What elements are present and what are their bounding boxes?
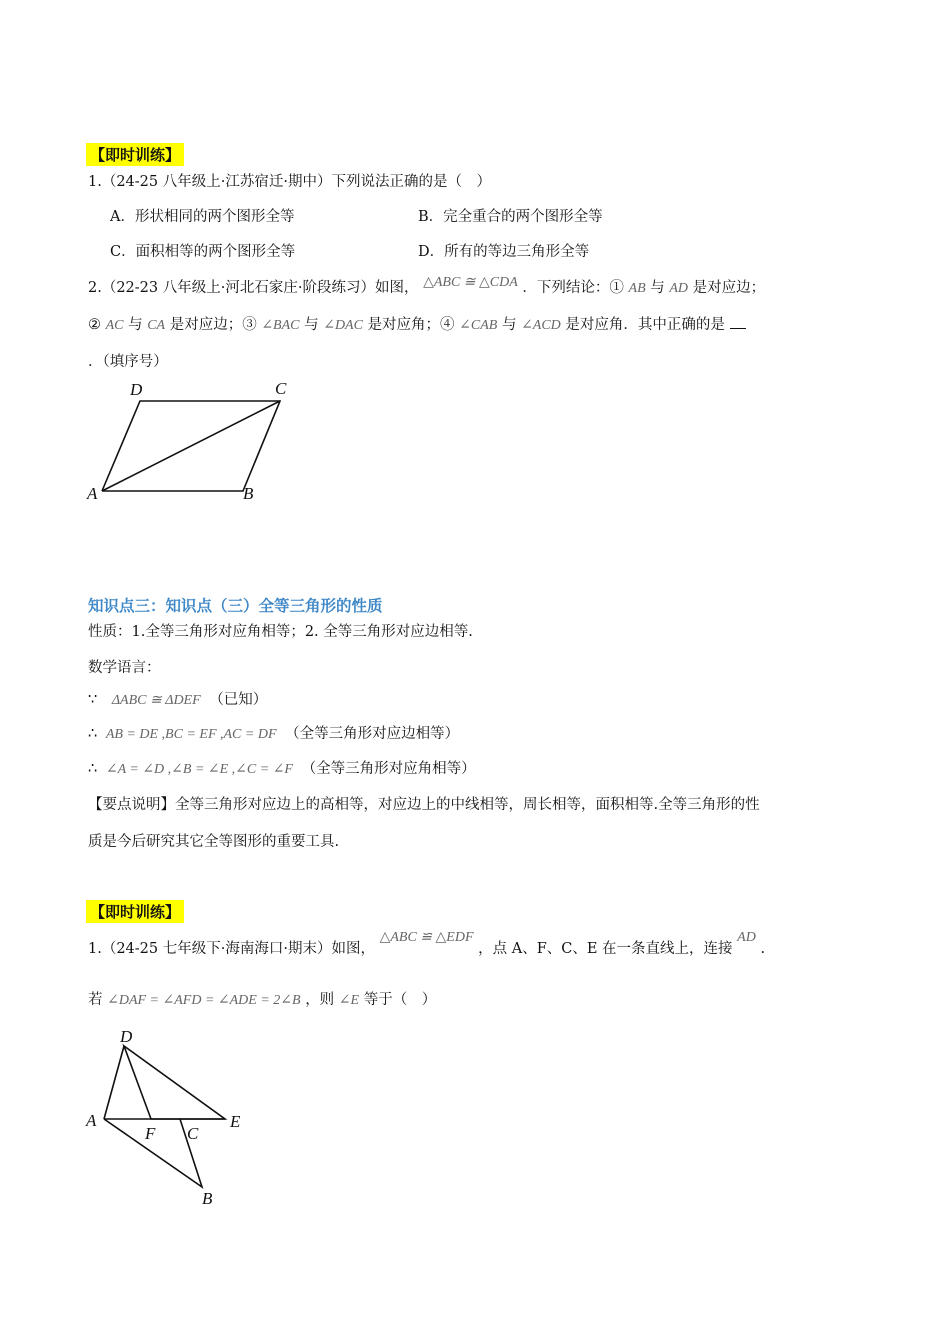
question-2-line-2 <box>88 313 746 334</box>
text: ② <box>88 317 101 333</box>
therefore-symbol: ∴ <box>88 761 98 777</box>
figure-triangles <box>80 1022 280 1212</box>
math-formula: CA <box>147 318 166 333</box>
answer-blank[interactable] <box>730 316 746 329</box>
math-formula: ∠E <box>338 993 360 1008</box>
label-b: B <box>202 1189 213 1208</box>
question-1-stem: 1.（24-25 八年级上·江苏宿迁·期中）下列说法正确的是（ ） <box>88 174 491 190</box>
label-b: B <box>243 484 254 503</box>
question-3-line-2 <box>88 988 436 1009</box>
text: 与 <box>650 280 665 296</box>
text: . <box>760 941 766 957</box>
option-b[interactable]: B．完全重合的两个图形全等 <box>418 209 603 225</box>
label-a: A <box>87 484 98 503</box>
label-c: C <box>187 1124 199 1143</box>
text: 2.（22-23 八年级上·河北石家庄·阶段练习）如图， <box>88 280 419 296</box>
math-formula: AB = DE ,BC = EF ,AC = DF <box>105 727 277 742</box>
text: 与 <box>304 317 319 333</box>
math-formula: ∠ACD <box>521 318 561 333</box>
question-2-line-3: ．（填序号） <box>88 354 168 370</box>
label-f: F <box>145 1124 156 1143</box>
reason: （全等三角形对应角相等） <box>301 761 476 777</box>
math-line-2 <box>88 722 459 743</box>
text: 是对应边；③ <box>169 317 257 333</box>
property-text: 性质：1.全等三角形对应角相等；2. 全等三角形对应边相等. <box>88 624 473 640</box>
math-formula: AC <box>105 318 124 333</box>
option-c[interactable]: C．面积相等的两个图形全等 <box>110 244 296 260</box>
math-formula: △ABC ≌ △EDF <box>379 930 474 945</box>
section-heading: 知识点三：知识点（三）全等三角形的性质 <box>88 597 383 615</box>
practice-tag-2: 【即时训练】 <box>86 900 184 923</box>
label-c: C <box>275 379 287 398</box>
label-d: D <box>130 380 143 399</box>
triangle-def <box>124 1046 225 1119</box>
practice-tag: 【即时训练】 <box>86 143 184 166</box>
text: 与 <box>501 317 517 333</box>
option-a[interactable]: A．形状相同的两个图形全等 <box>110 209 295 225</box>
math-line-3 <box>88 757 476 778</box>
figure-parallelogram <box>80 375 310 510</box>
text: ，则 <box>305 992 335 1008</box>
math-line-1 <box>88 688 267 709</box>
question-3-line-1 <box>88 930 766 958</box>
math-formula: ∠CAB <box>459 318 498 333</box>
segment-ad <box>104 1046 124 1119</box>
option-d[interactable]: D．所有的等边三角形全等 <box>418 244 590 260</box>
diagonal-ac <box>102 401 280 491</box>
math-formula: ∠DAF = ∠AFD = ∠ADE = 2∠B <box>107 993 301 1008</box>
math-formula: ∠BAC <box>261 318 300 333</box>
label-d: D <box>120 1027 133 1046</box>
math-formula: △ABC ≅ △CDA <box>423 275 518 290</box>
text: 是对应边； <box>692 280 766 296</box>
reason: （已知） <box>209 692 268 708</box>
reason: （全等三角形对应边相等） <box>285 726 460 742</box>
question-2-line-1 <box>88 276 765 297</box>
math-formula: ∠A = ∠D ,∠B = ∠E ,∠C = ∠F <box>105 762 293 777</box>
key-note-line-1: 【要点说明】全等三角形对应边上的高相等，对应边上的中线相等，周长相等，面积相等.全等三角形的性 <box>88 797 760 813</box>
math-formula: AD <box>669 281 689 296</box>
text: 1.（24-25 七年级下·海南海口·期末）如图， <box>88 941 375 957</box>
math-formula: ΔABC ≅ ΔDEF <box>111 693 201 708</box>
math-formula: AD <box>737 930 756 945</box>
text: 是对应角．其中正确的是 <box>565 317 725 333</box>
math-formula: AB <box>628 281 646 296</box>
text: 与 <box>128 317 143 333</box>
math-language-label: 数学语言： <box>88 660 161 676</box>
text: 等于（ ） <box>363 992 437 1008</box>
label-e: E <box>230 1112 241 1131</box>
because-symbol: ∵ <box>88 692 98 708</box>
text: ．下列结论：① <box>522 280 624 296</box>
label-a: A <box>86 1111 97 1130</box>
text: ，点 A、F、C、E 在一条直线上，连接 <box>478 941 733 957</box>
key-note-line-2: 质是今后研究其它全等图形的重要工具. <box>88 834 340 850</box>
text: 若 <box>88 992 103 1008</box>
therefore-symbol: ∴ <box>88 726 98 742</box>
math-formula: ∠DAC <box>323 318 363 333</box>
text: 是对应角；④ <box>367 317 455 333</box>
